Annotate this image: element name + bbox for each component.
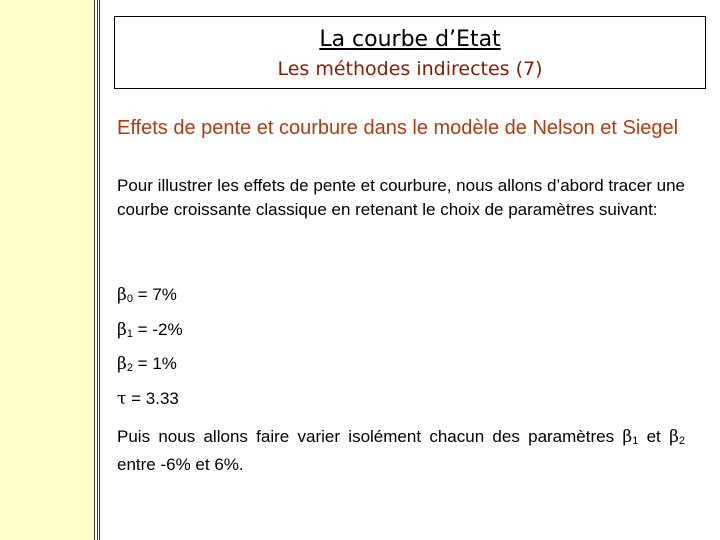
parameter-value: = -2% bbox=[132, 319, 183, 339]
beta-symbol: β bbox=[117, 285, 127, 305]
page-subtitle: Les méthodes indirectes (7) bbox=[277, 58, 543, 80]
intro-paragraph: Pour illustrer les effets de pente et courbure, nous allons d’abord tracer une courbe croissante classique en retenant le choix de paramètres suivant: bbox=[117, 176, 685, 219]
beta-symbol: β bbox=[117, 319, 127, 340]
vertical-rule bbox=[99, 0, 100, 540]
beta-symbol: β bbox=[622, 427, 633, 447]
vertical-rule bbox=[97, 0, 98, 540]
parameter-list bbox=[117, 280, 183, 414]
subscript: 2 bbox=[126, 362, 133, 374]
section-heading: Effets de pente et courbure dans le modèle de Nelson et Siegel bbox=[117, 117, 679, 139]
title-box bbox=[114, 16, 706, 89]
left-decorative-band bbox=[0, 0, 94, 540]
beta-symbol: β bbox=[669, 427, 679, 447]
tau-symbol: τ bbox=[117, 388, 127, 409]
parameter-value: = 7% bbox=[132, 285, 177, 304]
parameter-tau bbox=[117, 384, 183, 415]
closing-text: Puis nous allons faire varier isolément chacun des paramètres bbox=[117, 427, 623, 446]
beta-symbol: β bbox=[117, 354, 127, 374]
subscript: 1 bbox=[632, 435, 639, 447]
subscript: 1 bbox=[126, 327, 133, 340]
closing-text: entre -6% et 6%. bbox=[117, 455, 244, 474]
parameter-beta2 bbox=[117, 349, 183, 384]
parameter-value: = 1% bbox=[132, 354, 177, 373]
closing-text: et bbox=[638, 427, 670, 446]
vertical-rule bbox=[94, 0, 95, 540]
parameter-beta0 bbox=[117, 280, 183, 315]
subscript: 2 bbox=[678, 435, 686, 447]
parameter-beta1 bbox=[117, 315, 183, 350]
parameter-value: = 3.33 bbox=[126, 388, 179, 408]
page-title: La courbe d’Etat bbox=[319, 27, 501, 52]
subscript: 0 bbox=[126, 293, 133, 305]
closing-paragraph bbox=[117, 425, 685, 477]
